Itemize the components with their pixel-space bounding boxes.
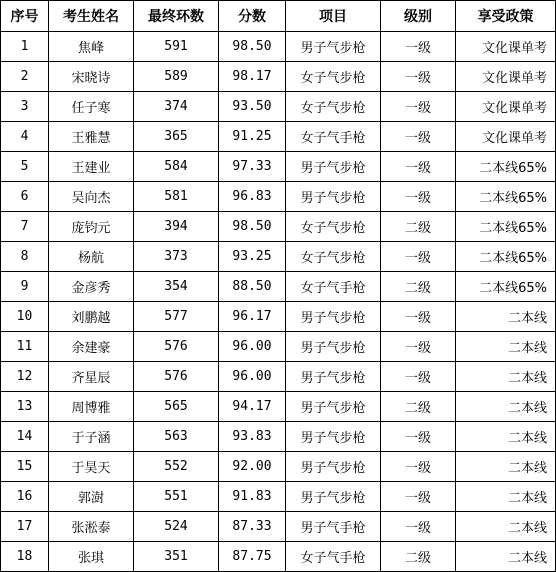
cell-name: 金彦秀 — [49, 272, 134, 302]
cell-event: 男子气手枪 — [286, 512, 381, 542]
cell-rings: 365 — [134, 122, 219, 152]
cell-event: 男子气步枪 — [286, 422, 381, 452]
header-policy: 享受政策 — [456, 1, 556, 32]
cell-level: 二级 — [381, 392, 456, 422]
cell-index: 5 — [1, 152, 49, 182]
cell-event: 男子气步枪 — [286, 182, 381, 212]
table-row — [1, 422, 556, 452]
cell-policy: 二本线65% — [456, 152, 556, 182]
cell-event: 男子气步枪 — [286, 392, 381, 422]
cell-level: 一级 — [381, 512, 456, 542]
cell-policy: 二本线 — [456, 332, 556, 362]
cell-score: 98.50 — [219, 32, 286, 62]
cell-level: 一级 — [381, 92, 456, 122]
cell-score: 88.50 — [219, 272, 286, 302]
cell-level: 一级 — [381, 302, 456, 332]
cell-event: 女子气手枪 — [286, 122, 381, 152]
cell-index: 6 — [1, 182, 49, 212]
cell-event: 男子气步枪 — [286, 482, 381, 512]
table-row — [1, 152, 556, 182]
header-level: 级别 — [381, 1, 456, 32]
cell-rings: 577 — [134, 302, 219, 332]
table-row — [1, 242, 556, 272]
cell-name: 吴向杰 — [49, 182, 134, 212]
table-row — [1, 332, 556, 362]
cell-rings: 581 — [134, 182, 219, 212]
cell-rings: 354 — [134, 272, 219, 302]
cell-name: 任子寒 — [49, 92, 134, 122]
cell-rings: 394 — [134, 212, 219, 242]
cell-event: 男子气步枪 — [286, 32, 381, 62]
cell-score: 92.00 — [219, 452, 286, 482]
cell-score: 97.33 — [219, 152, 286, 182]
cell-level: 一级 — [381, 32, 456, 62]
cell-score: 96.00 — [219, 362, 286, 392]
cell-name: 于子涵 — [49, 422, 134, 452]
cell-name: 刘鹏越 — [49, 302, 134, 332]
cell-name: 张琪 — [49, 542, 134, 572]
cell-rings: 551 — [134, 482, 219, 512]
cell-event: 男子气步枪 — [286, 362, 381, 392]
cell-policy: 二本线 — [456, 512, 556, 542]
cell-rings: 589 — [134, 62, 219, 92]
cell-name: 庞钧元 — [49, 212, 134, 242]
header-rings: 最终环数 — [134, 1, 219, 32]
cell-policy: 文化课单考 — [456, 122, 556, 152]
table-body — [1, 32, 556, 572]
cell-event: 女子气手枪 — [286, 272, 381, 302]
cell-name: 张淞泰 — [49, 512, 134, 542]
cell-index: 4 — [1, 122, 49, 152]
cell-name: 齐星辰 — [49, 362, 134, 392]
table-row — [1, 512, 556, 542]
cell-level: 二级 — [381, 212, 456, 242]
cell-index: 9 — [1, 272, 49, 302]
cell-index: 15 — [1, 452, 49, 482]
cell-score: 98.50 — [219, 212, 286, 242]
cell-score: 91.83 — [219, 482, 286, 512]
cell-event: 女子气步枪 — [286, 62, 381, 92]
header-score: 分数 — [219, 1, 286, 32]
cell-policy: 二本线65% — [456, 242, 556, 272]
cell-event: 女子气步枪 — [286, 242, 381, 272]
cell-index: 11 — [1, 332, 49, 362]
cell-level: 二级 — [381, 542, 456, 572]
cell-policy: 文化课单考 — [456, 62, 556, 92]
cell-policy: 二本线65% — [456, 272, 556, 302]
cell-policy: 二本线 — [456, 392, 556, 422]
cell-index: 14 — [1, 422, 49, 452]
cell-name: 王建业 — [49, 152, 134, 182]
cell-index: 3 — [1, 92, 49, 122]
cell-name: 宋晓诗 — [49, 62, 134, 92]
cell-rings: 576 — [134, 362, 219, 392]
cell-rings: 351 — [134, 542, 219, 572]
header-row — [1, 1, 556, 32]
cell-level: 一级 — [381, 362, 456, 392]
table-row — [1, 92, 556, 122]
table-row — [1, 542, 556, 572]
cell-index: 1 — [1, 32, 49, 62]
table-row — [1, 302, 556, 332]
cell-level: 一级 — [381, 62, 456, 92]
cell-rings: 584 — [134, 152, 219, 182]
header-name: 考生姓名 — [49, 1, 134, 32]
cell-name: 焦峰 — [49, 32, 134, 62]
cell-score: 87.33 — [219, 512, 286, 542]
cell-level: 一级 — [381, 152, 456, 182]
cell-event: 男子气步枪 — [286, 152, 381, 182]
cell-policy: 二本线65% — [456, 182, 556, 212]
cell-index: 12 — [1, 362, 49, 392]
table-row — [1, 212, 556, 242]
cell-index: 7 — [1, 212, 49, 242]
cell-index: 16 — [1, 482, 49, 512]
cell-index: 17 — [1, 512, 49, 542]
cell-rings: 524 — [134, 512, 219, 542]
cell-score: 87.75 — [219, 542, 286, 572]
cell-event: 女子气步枪 — [286, 92, 381, 122]
cell-score: 93.83 — [219, 422, 286, 452]
cell-score: 96.83 — [219, 182, 286, 212]
cell-score: 93.25 — [219, 242, 286, 272]
table-row — [1, 392, 556, 422]
cell-index: 2 — [1, 62, 49, 92]
cell-score: 91.25 — [219, 122, 286, 152]
cell-rings: 373 — [134, 242, 219, 272]
header-event: 项目 — [286, 1, 381, 32]
cell-name: 于昊天 — [49, 452, 134, 482]
cell-policy: 二本线 — [456, 482, 556, 512]
cell-rings: 565 — [134, 392, 219, 422]
cell-event: 男子气步枪 — [286, 302, 381, 332]
header-index: 序号 — [1, 1, 49, 32]
table-row — [1, 482, 556, 512]
table-row — [1, 362, 556, 392]
cell-rings: 563 — [134, 422, 219, 452]
cell-score: 96.17 — [219, 302, 286, 332]
table-row — [1, 452, 556, 482]
cell-policy: 二本线 — [456, 422, 556, 452]
cell-level: 一级 — [381, 422, 456, 452]
cell-event: 男子气步枪 — [286, 452, 381, 482]
cell-level: 一级 — [381, 332, 456, 362]
cell-rings: 374 — [134, 92, 219, 122]
cell-event: 女子气手枪 — [286, 542, 381, 572]
cell-event: 女子气步枪 — [286, 212, 381, 242]
cell-score: 98.17 — [219, 62, 286, 92]
cell-policy: 二本线65% — [456, 212, 556, 242]
cell-index: 8 — [1, 242, 49, 272]
cell-policy: 二本线 — [456, 362, 556, 392]
table-row — [1, 62, 556, 92]
cell-score: 94.17 — [219, 392, 286, 422]
cell-policy: 文化课单考 — [456, 92, 556, 122]
cell-name: 周博雅 — [49, 392, 134, 422]
table-row — [1, 122, 556, 152]
cell-policy: 文化课单考 — [456, 32, 556, 62]
cell-event: 男子气步枪 — [286, 332, 381, 362]
cell-rings: 552 — [134, 452, 219, 482]
cell-level: 一级 — [381, 452, 456, 482]
cell-name: 杨航 — [49, 242, 134, 272]
cell-index: 10 — [1, 302, 49, 332]
table-row — [1, 272, 556, 302]
cell-rings: 591 — [134, 32, 219, 62]
cell-level: 二级 — [381, 272, 456, 302]
cell-level: 一级 — [381, 182, 456, 212]
cell-name: 王雅慧 — [49, 122, 134, 152]
cell-score: 93.50 — [219, 92, 286, 122]
cell-level: 一级 — [381, 242, 456, 272]
cell-index: 13 — [1, 392, 49, 422]
cell-policy: 二本线 — [456, 302, 556, 332]
cell-level: 一级 — [381, 122, 456, 152]
cell-score: 96.00 — [219, 332, 286, 362]
cell-level: 一级 — [381, 482, 456, 512]
cell-name: 郭澍 — [49, 482, 134, 512]
cell-rings: 576 — [134, 332, 219, 362]
cell-index: 18 — [1, 542, 49, 572]
cell-name: 余建豪 — [49, 332, 134, 362]
cell-policy: 二本线 — [456, 452, 556, 482]
table-row — [1, 32, 556, 62]
cell-policy: 二本线 — [456, 542, 556, 572]
table-row — [1, 182, 556, 212]
